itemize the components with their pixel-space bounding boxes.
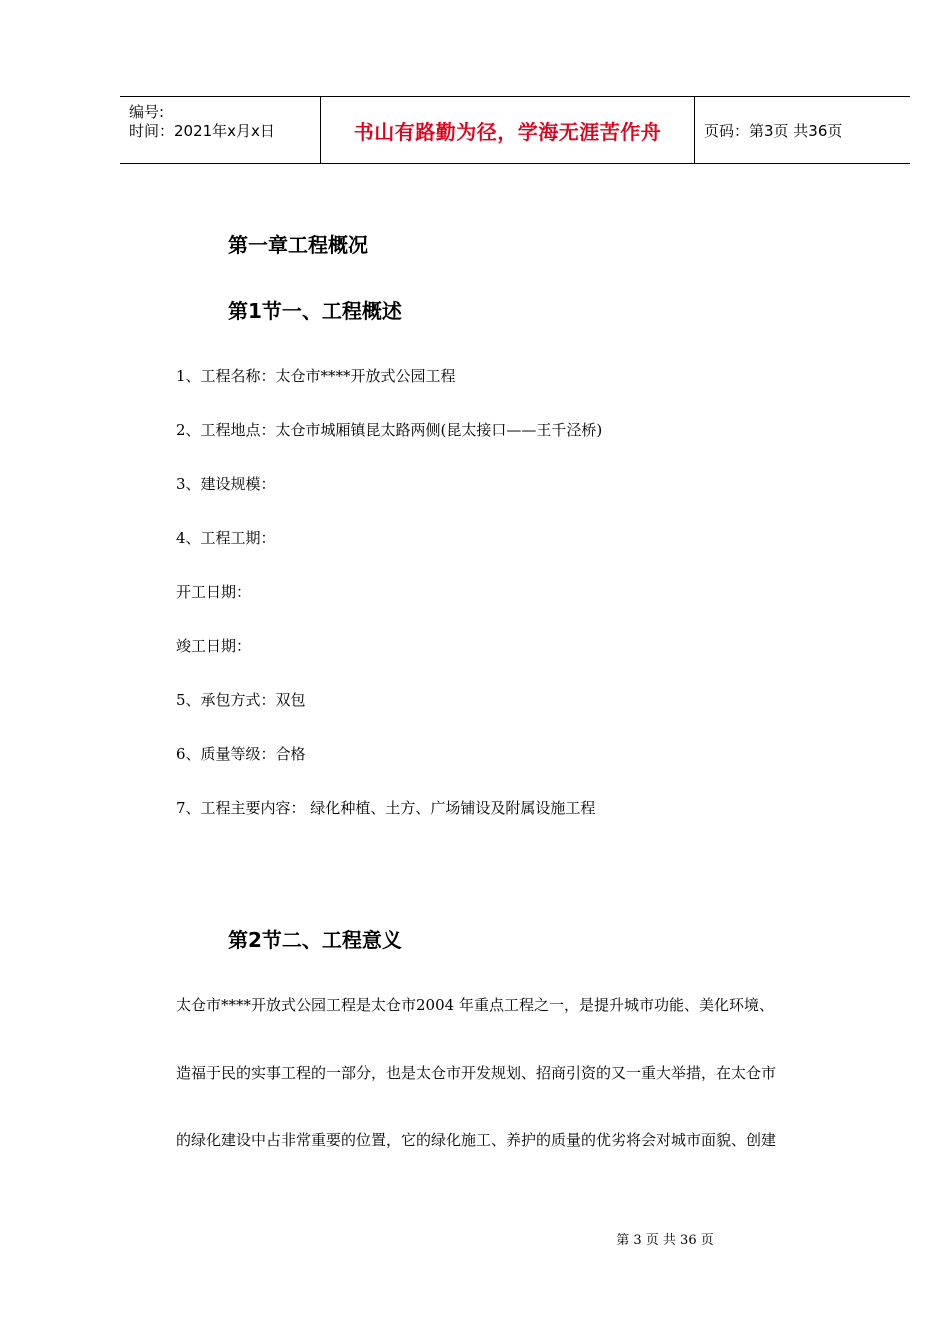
footer-page-number: 第 3 页 共 36 页	[616, 1233, 714, 1248]
chapter-title: 第一章工程概况	[228, 233, 368, 257]
date-label: 时间：2021年x月x日	[129, 122, 275, 140]
paragraph-line: 太仓市****开放式公园工程是太仓市2004 年重点工程之一，是提升城市功能、美化环境、	[176, 996, 774, 1014]
list-item: 5、承包方式：双包	[176, 691, 306, 709]
list-item: 6、质量等级：合格	[176, 745, 306, 763]
header-page-info: 页码：第3页 共36页	[704, 121, 843, 140]
page-footer	[0, 1229, 950, 1248]
header-meta-cell	[120, 97, 321, 163]
section1-title: 第1节一、工程概述	[228, 299, 402, 323]
paragraph-line: 造福于民的实事工程的一部分，也是太仓市开发规划、招商引资的又一重大举措，在太仓市	[176, 1064, 777, 1082]
list-item: 4、工程工期：	[176, 529, 276, 547]
header-page-cell	[695, 97, 910, 163]
document-header	[120, 96, 910, 164]
serial-number-label: 编号:	[129, 103, 165, 121]
list-item: 2、工程地点：太仓市城厢镇昆太路两侧(昆太接口——王千泾桥)	[176, 421, 603, 439]
section2-title: 第2节二、工程意义	[228, 928, 402, 952]
list-item: 1、工程名称：太仓市****开放式公园工程	[176, 367, 456, 385]
header-motto: 书山有路勤为径，学海无涯苦作舟	[353, 119, 662, 144]
list-item: 3、建设规模：	[176, 475, 276, 493]
list-item: 开工日期：	[176, 583, 252, 601]
list-item: 7、工程主要内容： 绿化种植、土方、广场铺设及附属设施工程	[176, 799, 596, 817]
header-motto-cell	[321, 97, 695, 163]
list-item: 竣工日期：	[176, 637, 252, 655]
paragraph-line: 的绿化建设中占非常重要的位置，它的绿化施工、养护的质量的优劣将会对城市面貌、创建	[176, 1131, 777, 1149]
